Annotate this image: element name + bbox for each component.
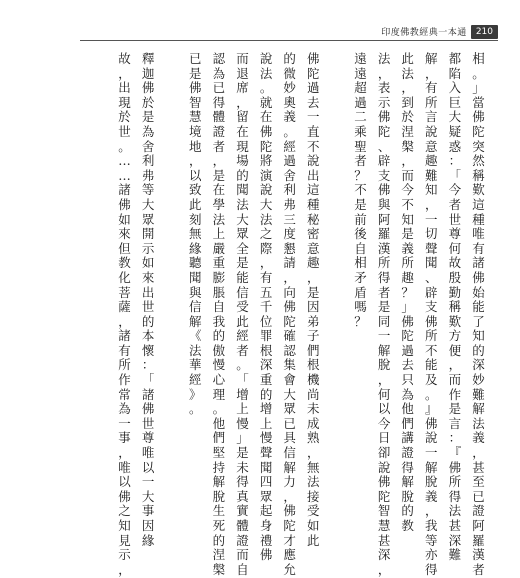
text-column: 佛 陀 過 去 一 直 不 說 出 這 種 秘 密 意 趣 ， 是 因 弟 子 們 根 機 尚 未 成 熟 ， 無 法 接 受 如 此 <box>307 51 320 548</box>
text-column: 相 。 」 當 佛 陀 突 然 稱 歎 這 種 唯 有 諸 佛 始 能 了 知 的 深 妙 難 解 法 義 ， 甚 至 已 證 阿 羅 漢 者 <box>472 51 485 577</box>
header-rule <box>80 40 498 41</box>
page-header <box>377 23 498 40</box>
text-column: 說 法 。 就 在 佛 陀 將 演 說 大 法 之 際 ， 有 五 千 位 罪 根 深 重 的 增 上 慢 聲 聞 四 眾 起 身 禮 佛 <box>259 51 273 563</box>
text-column: 解 ， 有 所 言 說 意 趣 難 知 ， 一 切 聲 聞 、 辟 支 佛 所 不 能 及 。 』 佛 說 一 解 脫 義 ， 我 等 亦 得 <box>425 51 438 577</box>
text-column: 釋 迦 佛 於 是 為 舍 利 弗 等 大 眾 開 示 如 來 出 世 的 本 懷 ： 「 諸 佛 世 尊 唯 以 一 大 事 因 緣 <box>141 51 155 548</box>
vertical-text-body <box>98 51 485 577</box>
text-column: 而 退 席 ， 留 在 現 場 的 聞 法 大 眾 全 是 能 信 受 此 經 者 。 「 增 上 慢 」 是 未 得 真 實 體 證 而 自 <box>236 51 249 577</box>
text-column: 已 是 佛 智 慧 境 地 ， 以 致 此 刻 無 緣 聽 聞 與 信 解 《 法 華 經 》 。 <box>189 51 202 417</box>
text-column: 此 法 ， 到 於 涅 槃 ， 而 今 不 知 是 義 所 趣 ？ 」 佛 陀 過 去 只 為 他 們 講 證 得 解 脫 的 教 <box>401 51 414 533</box>
text-column: 故 ， 出 現 於 世 。 … … 諸 佛 如 來 但 教 化 菩 薩 ， 諸 有 所 作 常 為 一 事 ， 唯 以 佛 之 知 見 示 ， <box>118 51 131 577</box>
text-column: 都 陷 入 巨 大 疑 惑 ： 「 今 者 世 尊 何 故 殷 勤 稱 歎 方 便 ， 而 作 是 言 ： 『 佛 所 得 法 甚 深 難 <box>448 51 462 563</box>
book-title: 印度佛教經典一本通 <box>381 28 467 38</box>
text-column: 的 微 妙 奧 義 。 經 過 舍 利 弗 三 度 懇 請 ， 向 佛 陀 確 認 集 會 大 眾 已 具 信 解 力 ， 佛 陀 才 應 允 <box>283 51 296 577</box>
page-number-badge: 210 <box>471 25 498 39</box>
text-column: 遠 遠 超 過 二 乘 聖 者 ？ 不 是 前 後 自 相 矛 盾 嗎 ？ <box>354 51 367 329</box>
text-column: 認 為 已 得 體 證 者 ， 是 在 學 法 上 嚴 重 膨 脹 自 我 的 傲 慢 心 理 。 他 們 堅 持 解 脫 生 死 的 涅 槃 <box>212 51 226 577</box>
text-column: 法 ， 表 示 佛 陀 、 辟 支 佛 與 阿 羅 漢 所 得 者 是 同 一 解 脫 ， 何 以 今 日 卻 說 佛 陀 智 慧 甚 深 ， <box>377 51 391 577</box>
